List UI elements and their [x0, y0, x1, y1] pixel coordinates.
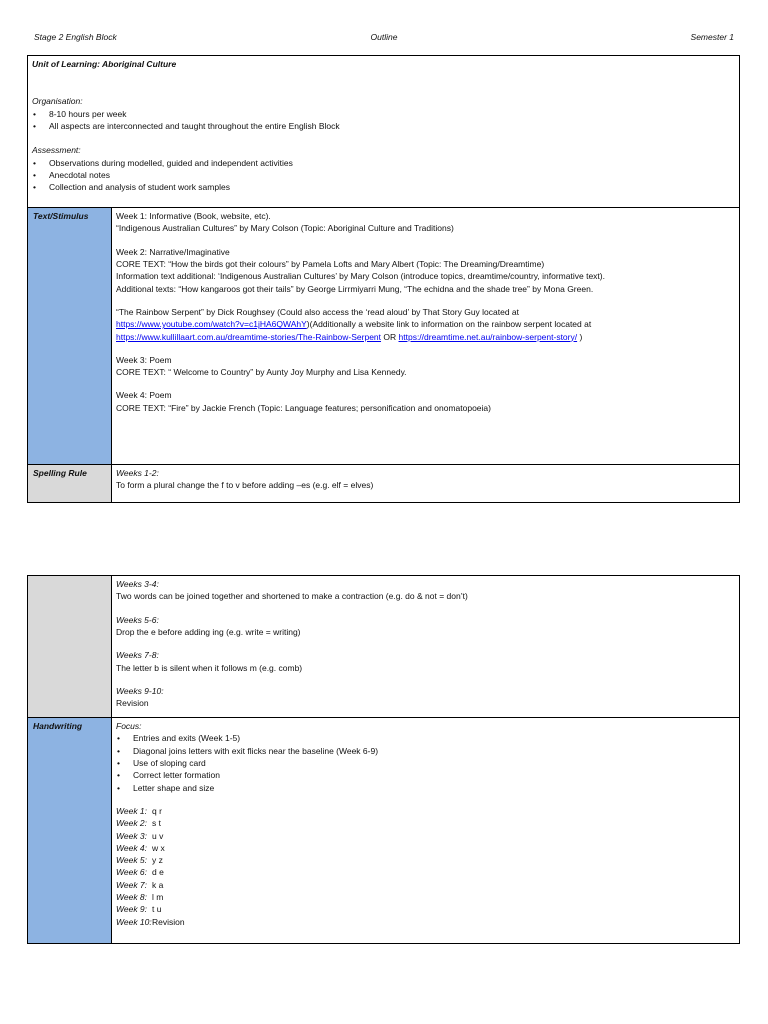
week3-core: CORE TEXT: “ Welcome to Country” by Aunty Joy Murphy and Lisa Kennedy. — [116, 367, 407, 378]
handwriting-week — [116, 830, 735, 842]
spelling-label: Spelling Rule — [28, 465, 112, 502]
handwriting-week — [116, 866, 735, 878]
week1-text: “Indigenous Australian Cultures” by Mary Colson (Topic: Aboriginal Culture and Traditions) — [116, 223, 454, 234]
assessment-item: • Collection and analysis of student work samples — [49, 181, 340, 193]
spelling-weeks-9-10-label: Weeks 9-10: — [116, 685, 164, 696]
focus-list — [116, 732, 735, 794]
outline-table-2 — [27, 575, 740, 944]
serpent-intro: “The Rainbow Serpent” by Dick Roughsey (Could also access the ‘read aloud’ by That Story Guy located at — [116, 306, 520, 317]
week-key: Week 5: — [116, 855, 148, 866]
week-key: Week 3: — [116, 830, 148, 841]
spelling-cont-row — [28, 576, 739, 717]
week-letters: l m — [152, 892, 164, 903]
week2-title: Week 2: Narrative/Imaginative — [116, 246, 230, 257]
spelling-cont-label — [28, 576, 112, 717]
week-key: Week 8: — [116, 892, 148, 903]
youtube-link[interactable]: https://www.youtube.com/watch?v=c1jHA6QWAhY — [116, 319, 307, 330]
spelling-weeks-1-2-label: Weeks 1-2: — [116, 468, 159, 478]
spelling-cell — [112, 465, 739, 502]
week-key: Week 6: — [116, 867, 148, 878]
week-key: Week 4: — [116, 842, 148, 853]
focus-label: Focus: — [116, 721, 142, 731]
serpent-links-line-2 — [116, 331, 735, 343]
week3-title: Week 3: Poem — [116, 354, 172, 365]
or-text: OR — [383, 331, 397, 342]
serpent-mid: )(Additionally a website link to information on the rainbow serpent located at — [306, 319, 592, 330]
focus-item: • Correct letter formation — [133, 769, 735, 781]
handwriting-week — [116, 891, 735, 903]
week-key: Week 2: — [116, 818, 148, 829]
handwriting-weeks — [116, 805, 735, 928]
handwriting-cell — [112, 718, 739, 943]
week-letters: Revision — [152, 916, 185, 927]
week1-title: Week 1: Informative (Book, website, etc). — [116, 211, 271, 221]
spelling-weeks-5-6-text: Drop the e before adding ing (e.g. write = writing) — [116, 626, 301, 637]
header-left: Stage 2 English Block — [34, 32, 117, 42]
organisation-item: • 8-10 hours per week — [49, 108, 340, 120]
week-letters: u v — [152, 830, 164, 841]
handwriting-week — [116, 879, 735, 891]
week4-core: CORE TEXT: “Fire” by Jackie French (Topic: Language features; personification and onomatopoeia) — [116, 402, 491, 413]
spelling-weeks-1-2-text: To form a plural change the f to v before adding –es (e.g. elf = elves) — [116, 480, 374, 491]
week-letters: k a — [152, 879, 164, 890]
header-right: Semester 1 — [690, 32, 734, 42]
spelling-weeks-7-8-text: The letter b is silent when it follows m (e.g. comb) — [116, 662, 303, 673]
dreamtime-link[interactable]: https://dreamtime.net.au/rainbow-serpent-story/ — [398, 331, 578, 342]
week-letters: q r — [152, 805, 162, 816]
handwriting-row — [28, 717, 739, 943]
handwriting-week — [116, 842, 735, 854]
assessment-item: • Anecdotal notes — [49, 169, 340, 181]
organisation-label: Organisation: — [32, 96, 83, 107]
spelling-weeks-3-4-text: Two words can be joined together and shortened to make a contraction (e.g. do & not = don’t) — [116, 591, 468, 602]
spelling-weeks-3-4-label: Weeks 3-4: — [116, 579, 159, 589]
week2-info: Information text additional: ‘Indigenous Australian Cultures’ by Mary Colson (introduce topics, dreamtime/country, informative text). — [116, 271, 605, 282]
week-key: Week 1: — [116, 805, 148, 816]
spelling-weeks-9-10-text: Revision — [116, 698, 149, 709]
spelling-weeks-7-8-label: Weeks 7-8: — [116, 650, 159, 661]
unit-row — [28, 56, 739, 207]
week-key: Week 9: — [116, 904, 148, 915]
week-key: Week 10: — [116, 916, 152, 927]
week-letters: y z — [152, 855, 163, 866]
spelling-row — [28, 464, 739, 502]
week-letters: d e — [152, 867, 164, 878]
assessment-item: • Observations during modelled, guided and independent activities — [49, 157, 340, 169]
page-header — [34, 31, 734, 45]
organisation-item: • All aspects are interconnected and taught throughout the entire English Block — [49, 120, 340, 132]
handwriting-week — [116, 854, 735, 866]
text-stimulus-row — [28, 207, 739, 464]
focus-item: • Letter shape and size — [133, 782, 735, 794]
text-stimulus-cell — [112, 208, 739, 464]
week-key: Week 7: — [116, 879, 148, 890]
handwriting-label: Handwriting — [28, 718, 112, 943]
handwriting-week — [116, 805, 735, 817]
header-center: Outline — [370, 32, 398, 42]
week-letters: s t — [152, 818, 161, 829]
focus-item: • Entries and exits (Week 1-5) — [133, 732, 735, 744]
outline-table-1 — [27, 55, 740, 503]
spelling-weeks-5-6-label: Weeks 5-6: — [116, 614, 159, 625]
kullilla-link[interactable]: https://www.kullillaart.com.au/dreamtime-stories/The-Rainbow-Serpent — [116, 331, 382, 342]
handwriting-week — [116, 916, 735, 928]
close-paren: ) — [579, 331, 583, 342]
unit-title: Unit of Learning: Aboriginal Culture — [32, 59, 177, 69]
text-stimulus-label: Text/Stimulus — [28, 208, 112, 464]
serpent-links-line-1 — [116, 318, 735, 330]
week-letters: t u — [152, 904, 162, 915]
focus-item: • Use of sloping card — [133, 757, 735, 769]
assessment-list — [32, 157, 340, 194]
handwriting-week — [116, 817, 735, 829]
week2-core: CORE TEXT: “How the birds got their colours” by Pamela Lofts and Mary Albert (Topic: The Dreaming/Dreamtime) — [116, 258, 545, 269]
week4-title: Week 4: Poem — [116, 390, 172, 401]
unit-cell — [28, 56, 344, 207]
assessment-label: Assessment: — [32, 145, 81, 156]
organisation-list — [32, 108, 340, 133]
spelling-cont-cell — [112, 576, 739, 717]
week-letters: w x — [152, 842, 165, 853]
handwriting-week — [116, 903, 735, 915]
focus-item: • Diagonal joins letters with exit flicks near the baseline (Week 6-9) — [133, 745, 735, 757]
week2-additional: Additional texts: “How kangaroos got their tails” by George Lirrmiyarri Mung, “The echidna and the shade tree” by Mona Green. — [116, 283, 594, 294]
